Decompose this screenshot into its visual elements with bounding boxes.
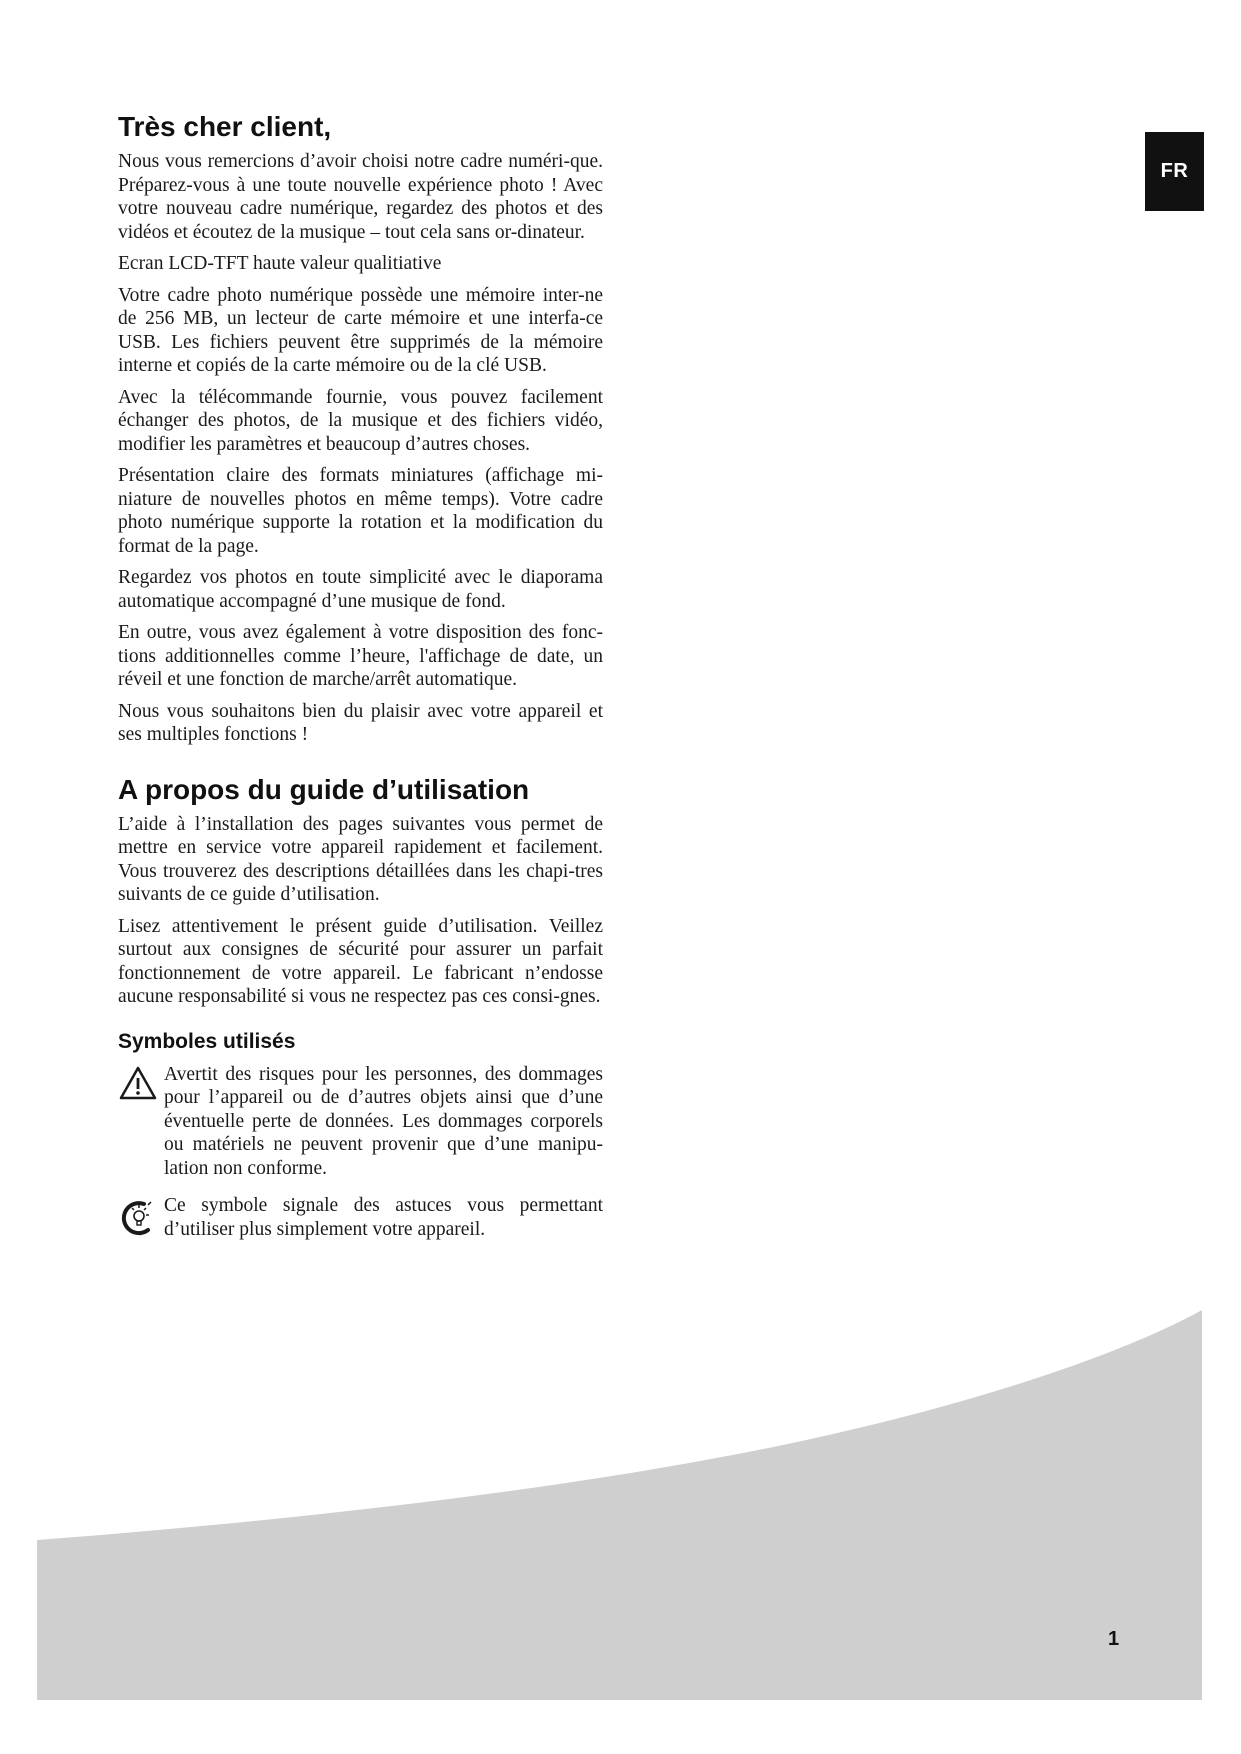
paragraph: Présentation claire des formats miniatures (affichage mi-niature de nouvelles photos en même temps). Votre cadre photo numérique supporte la rotation et la modification du format de la page. — [118, 465, 603, 557]
page-number: 1 — [1108, 1628, 1120, 1650]
paragraph: Votre cadre photo numérique possède une mémoire inter-ne de 256 MB, un lecteur de carte mémoire et une interfa-ce USB. Les fichiers peuvent être supprimés de la mémoire interne et copiés de la carte mémoire ou de la clé USB. — [118, 284, 603, 376]
symbol-item-warning — [118, 1063, 603, 1181]
language-tab — [1145, 132, 1204, 211]
symbol-item-tip — [118, 1194, 603, 1243]
paragraph: Lisez attentivement le présent guide d’utilisation. Veillez surtout aux consignes de sécurité pour assurer un parfait fonctionnement de votre appareil. Le fabricant n’endosse aucune responsabilité si vous ne respectez pas ces consi-gnes. — [118, 915, 603, 1007]
paragraph: Ecran LCD-TFT haute valeur qualitiative — [118, 253, 442, 274]
paragraph: Nous vous remercions d’avoir choisi notre cadre numéri-que. Préparez-vous à une toute nouvelle expérience photo ! Avec votre nouveau cadre numérique, regardez des photos et des vidéos et écoutez de la musique – tout cela sans or-dinateur. — [118, 151, 603, 243]
subsection-title-symbols: Symboles utilisés — [118, 1029, 296, 1053]
warning-triangle-icon — [118, 1063, 164, 1106]
gray-swoosh-shape — [37, 1310, 1202, 1700]
section-title-welcome: Très cher client, — [118, 111, 332, 142]
paragraph: L’aide à l’installation des pages suivantes vous permet de mettre en service votre appareil rapidement et facilement. Vous trouverez des descriptions détaillées dans les chapi-tres suivants de ce guide d’utilisation. — [118, 813, 603, 905]
paragraph: Nous vous souhaitons bien du plaisir avec votre appareil et ses multiples fonctions ! — [118, 700, 603, 745]
main-content — [118, 100, 603, 1257]
symbol-description: Ce symbole signale des astuces vous permettant d’utiliser plus simplement votre appareil. — [164, 1195, 603, 1240]
tip-lightbulb-icon — [118, 1194, 164, 1243]
section-title-guide: A propos du guide d’utilisation — [118, 773, 530, 805]
paragraph: Avec la télécommande fournie, vous pouvez facilement échanger des photos, de la musique et des fichiers vidéo, modifier les paramètres et beaucoup d’autres choses. — [118, 386, 603, 455]
paragraph: En outre, vous avez également à votre disposition des fonc-tions additionnelles comme l’heure, l'affichage de date, un réveil et une fonction de marche/arrêt automatique. — [118, 622, 603, 690]
language-tab-label: FR — [1160, 160, 1189, 182]
symbol-description: Avertit des risques pour les personnes, des dommages pour l’appareil ou de d’autres objets ainsi que d’une éventuelle perte de données. Les dommages corporels ou matériels ne peuvent provenir que d’une manipu-lation non conforme. — [164, 1063, 603, 1179]
paragraph: Regardez vos photos en toute simplicité avec le diaporama automatique accompagné d’une musique de fond. — [118, 567, 603, 612]
